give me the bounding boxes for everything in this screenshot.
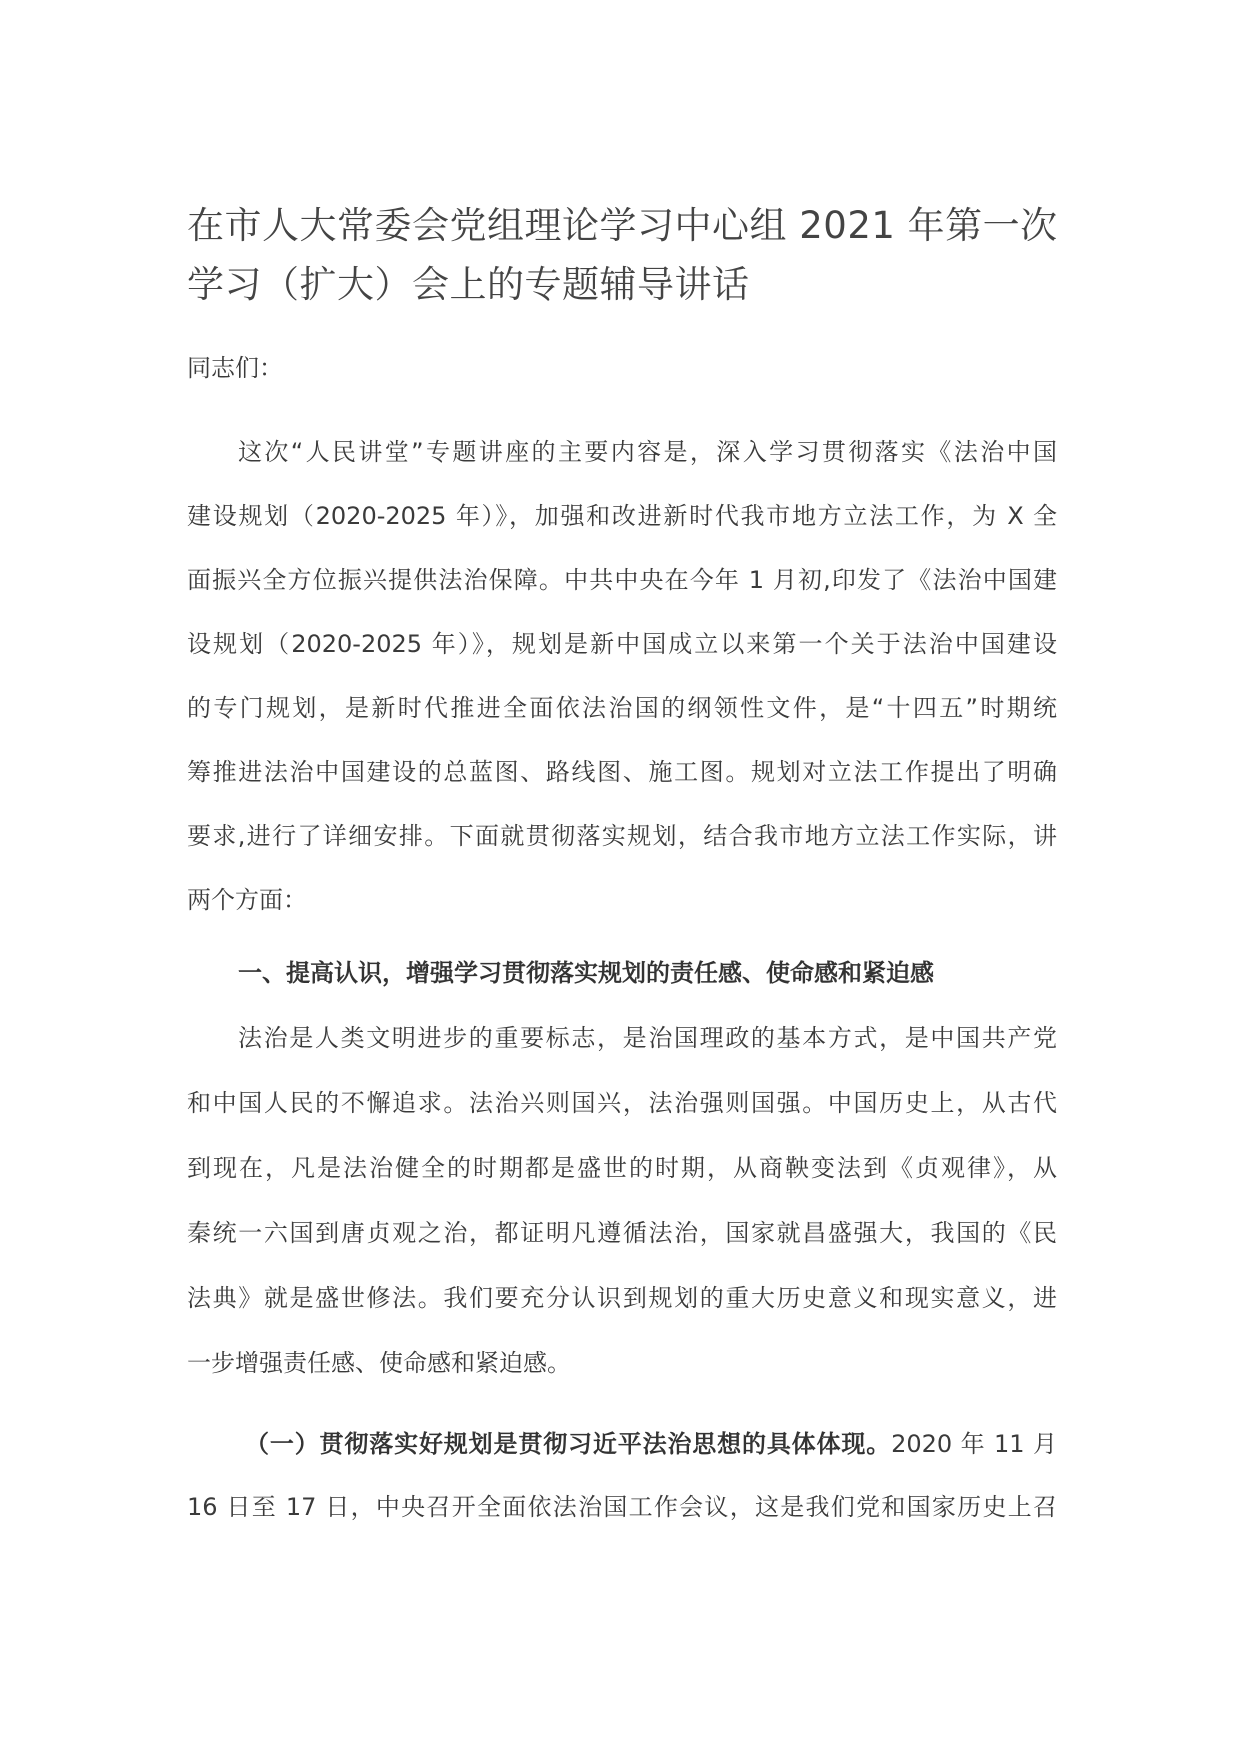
paragraph-line: 筹推进法治中国建设的总蓝图、路线图、施工图。规划对立法工作提出了明确 bbox=[187, 758, 1057, 786]
subsection-heading: （一）贯彻落实好规划是贯彻习近平法治思想的具体体现。 bbox=[245, 1430, 892, 1458]
paragraph-line: 建设规划（2020-2025 年）》，加强和改进新时代我市地方立法工作，为 X 全 bbox=[187, 502, 1057, 530]
paragraph-line bbox=[187, 1424, 1057, 1487]
paragraph-text: 2020 年 11 月 bbox=[891, 1430, 1057, 1458]
document-title bbox=[187, 196, 1067, 314]
paragraph-line: 的专门规划，是新时代推进全面依法治国的纲领性文件，是“十四五”时期统 bbox=[187, 694, 1057, 722]
title-line: 在市人大常委会党组理论学习中心组 2021 年第一次 bbox=[187, 204, 1058, 247]
paragraph-line: 法治是人类文明进步的重要标志，是治国理政的基本方式，是中国共产党 bbox=[238, 1024, 1057, 1052]
paragraph-line: 面振兴全方位振兴提供法治保障。中共中央在今年 1 月初,印发了《法治中国建 bbox=[187, 566, 1057, 594]
paragraph-line: 和中国人民的不懈追求。法治兴则国兴，法治强则国强。中国历史上，从古代 bbox=[187, 1089, 1057, 1117]
paragraph-line: 秦统一六国到唐贞观之治，都证明凡遵循法治，国家就昌盛强大，我国的《民 bbox=[187, 1219, 1057, 1247]
section-paragraph bbox=[187, 1018, 1057, 1408]
paragraph-line: 法典》就是盛世修法。我们要充分认识到规划的重大历史意义和现实意义，进 bbox=[187, 1284, 1057, 1312]
paragraph-line: 到现在，凡是法治健全的时期都是盛世的时期，从商鞅变法到《贞观律》，从 bbox=[187, 1154, 1057, 1182]
paragraph-line: 两个方面： bbox=[187, 886, 307, 914]
subsection-paragraph bbox=[187, 1424, 1057, 1550]
paragraph-line: 这次“人民讲堂”专题讲座的主要内容是，深入学习贯彻落实《法治中国 bbox=[238, 438, 1057, 466]
intro-paragraph bbox=[187, 432, 1057, 944]
greeting: 同志们： bbox=[187, 354, 283, 382]
paragraph-line: 要求,进行了详细安排。下面就贯彻落实规划，结合我市地方立法工作实际，讲 bbox=[187, 822, 1057, 850]
paragraph-line: 设规划（2020-2025 年）》，规划是新中国成立以来第一个关于法治中国建设 bbox=[187, 630, 1057, 658]
section-heading-text: 一、提高认识，增强学习贯彻落实规划的责任感、使命感和紧迫感 bbox=[238, 959, 934, 987]
title-line: 学习（扩大）会上的专题辅导讲话 bbox=[187, 263, 750, 306]
section-heading bbox=[187, 953, 1057, 1011]
paragraph-line: 16 日至 17 日，中央召开全面依法治国工作会议，这是我们党和国家历史上召 bbox=[187, 1493, 1057, 1521]
paragraph-line: 一步增强责任感、使命感和紧迫感。 bbox=[187, 1349, 571, 1377]
